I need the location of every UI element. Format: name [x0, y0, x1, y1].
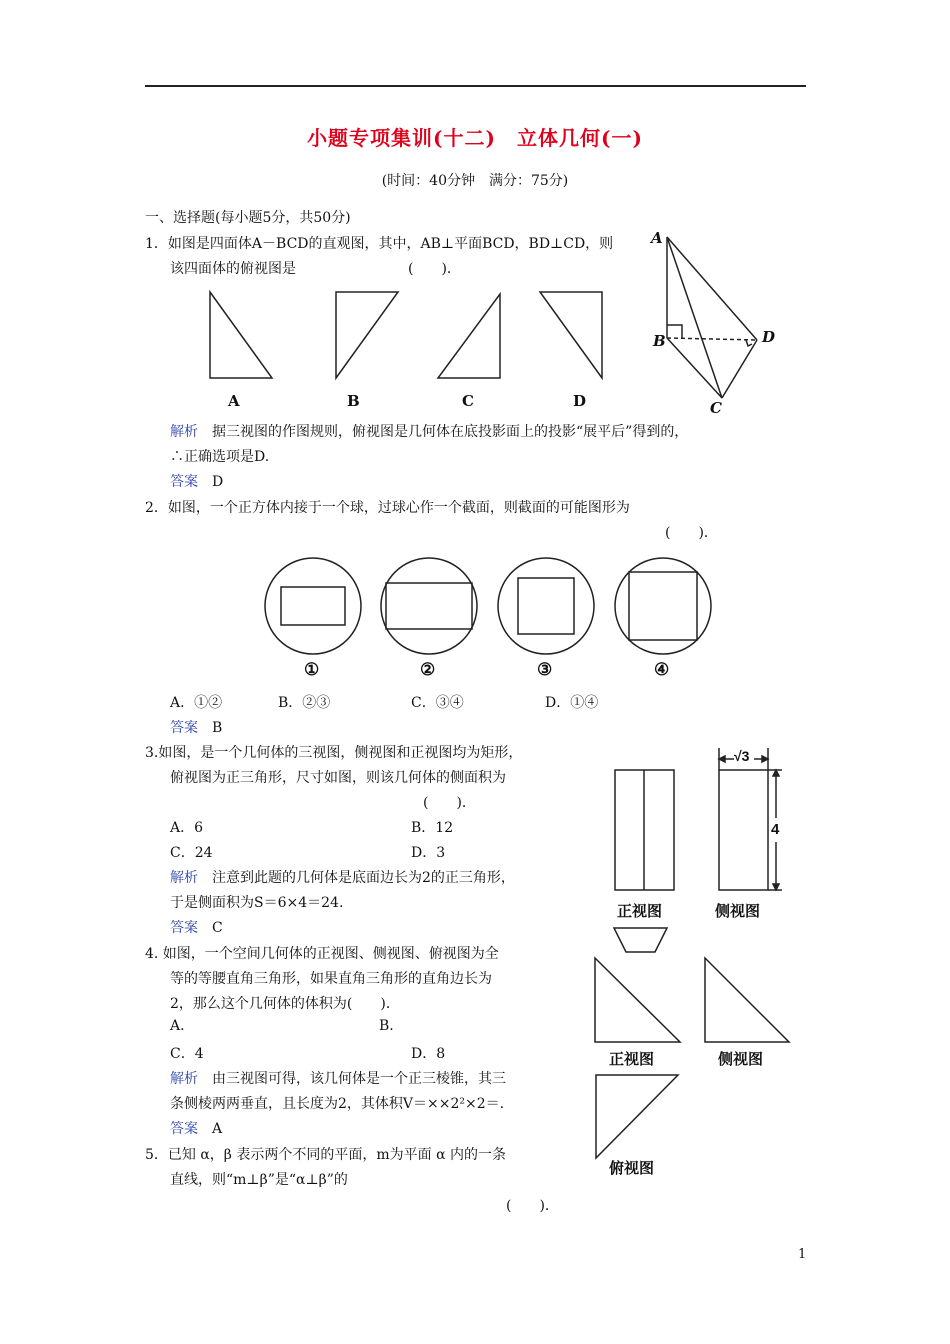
- q3-analysis-text1: 注意到此题的几何体是底面边长为2的正三角形，: [198, 870, 515, 886]
- q3-choice-a: A．6: [170, 820, 204, 836]
- q3-width-label: √3: [734, 748, 750, 764]
- q1-option-d-label: D: [573, 392, 587, 410]
- q3-line2: 俯视图为正三角形，尺寸如图，则该几何体的侧面积为: [170, 770, 506, 786]
- q1-analysis-label: 解析: [170, 424, 198, 440]
- q4-choice-c: C．4: [170, 1046, 204, 1062]
- q3-answer-label: 答案: [170, 920, 198, 936]
- q4-line2: 等的等腰直角三角形，如果直角三角形的直角边长为: [170, 971, 492, 987]
- q3-choice-d: D．3: [411, 845, 446, 861]
- q4-line1: 4. 如图，一个空间几何体的正视图、侧视图、俯视图为全: [145, 946, 499, 962]
- q2-circle-label-3: ③: [537, 660, 553, 680]
- q3-choice-c: C．24: [170, 845, 213, 861]
- q4-front-view: [595, 958, 680, 1042]
- q1-option-c-label: C: [462, 392, 474, 410]
- q2-line2: ( )．: [665, 525, 718, 541]
- q2-choice-b: B．②③: [278, 695, 331, 711]
- q2-line1: 2．如图，一个正方体内接于一个球，过球心作一个截面，则截面的可能图形为: [145, 500, 630, 516]
- q1-line1: 1．如图是四面体A－BCD的直观图，其中，AB⊥平面BCD，BD⊥CD，则: [145, 236, 614, 252]
- q2-circle-label-2: ②: [420, 660, 436, 680]
- q1-answer-label: 答案: [170, 474, 198, 490]
- tetra-label-d: D: [762, 328, 776, 346]
- page-subtitle: (时间：40分钟 满分：75分): [381, 173, 569, 189]
- page-title: 小题专项集训(十二) 立体几何(一): [307, 126, 643, 150]
- q1-analysis-text2: ∴正确选项是D.: [170, 449, 270, 465]
- q4-choice-a: A.: [170, 1018, 185, 1034]
- q4-line3: 2，那么这个几何体的体积为( )．: [170, 996, 400, 1012]
- q2-answer-label: 答案: [170, 720, 198, 736]
- q3-answer-value: C: [198, 920, 223, 936]
- q5-line3: ( )．: [506, 1198, 559, 1214]
- q4-side-caption: 侧视图: [718, 1050, 764, 1068]
- tetra-label-b: B: [653, 332, 666, 350]
- q5-line2: 直线，则“m⊥β”是“α⊥β”的: [170, 1172, 348, 1188]
- page-number: 1: [798, 1247, 807, 1262]
- section-heading: 一、选择题(每小题5分，共50分): [145, 210, 351, 226]
- q4-choice-b: B.: [379, 1018, 394, 1034]
- q4-top-caption: 俯视图: [609, 1159, 655, 1177]
- q4-analysis-label: 解析: [170, 1071, 198, 1087]
- q1-analysis-text1: 据三视图的作图规则，俯视图是几何体在底投影面上的投影“展平后”得到的，: [198, 424, 689, 440]
- q3-choice-b: B．12: [411, 820, 454, 836]
- q4-answer-value: A: [198, 1121, 223, 1137]
- q4-side-view: [705, 958, 789, 1042]
- q4-front-caption: 正视图: [609, 1050, 655, 1068]
- q1-option-b-label: B: [347, 392, 360, 410]
- q1-answer-value: D: [198, 474, 224, 490]
- q2-circle-label-1: ①: [304, 660, 320, 680]
- q5-line1: 5．已知 α，β 表示两个不同的平面，m为平面 α 内的一条: [145, 1147, 506, 1163]
- q3-analysis-text2: 于是侧面积为S＝6×4＝24.: [170, 895, 344, 911]
- q4-top-view: [596, 1075, 678, 1158]
- q4-analysis-text2: 条侧棱两两垂直，且长度为2，其体积V＝××2²×2＝.: [170, 1096, 505, 1112]
- tetra-label-c: C: [710, 399, 722, 417]
- q4-choice-d: D．8: [411, 1046, 446, 1062]
- q2-circle-label-4: ④: [654, 660, 670, 680]
- q4-answer-label: 答案: [170, 1121, 198, 1137]
- q2-answer-value: B: [198, 720, 223, 736]
- q2-choice-a: A．①②: [170, 695, 223, 711]
- q2-choice-d: D．①④: [545, 695, 599, 711]
- q3-analysis-label: 解析: [170, 870, 198, 886]
- q3-line3: ( )．: [423, 795, 476, 811]
- q3-front-caption: 正视图: [617, 902, 663, 920]
- q3-height-label: 4: [771, 821, 780, 838]
- q3-side-caption: 侧视图: [715, 902, 761, 920]
- q2-choice-c: C．③④: [411, 695, 464, 711]
- q1-option-a-label: A: [228, 392, 240, 410]
- q4-analysis-text1: 由三视图可得，该几何体是一个正三棱锥，其三: [198, 1071, 506, 1087]
- q1-line2: 该四面体的俯视图是 ( )．: [170, 261, 461, 277]
- q3-line1: 3.如图，是一个几何体的三视图，侧视图和正视图均为矩形，: [145, 745, 523, 761]
- tetra-label-a: A: [651, 229, 663, 247]
